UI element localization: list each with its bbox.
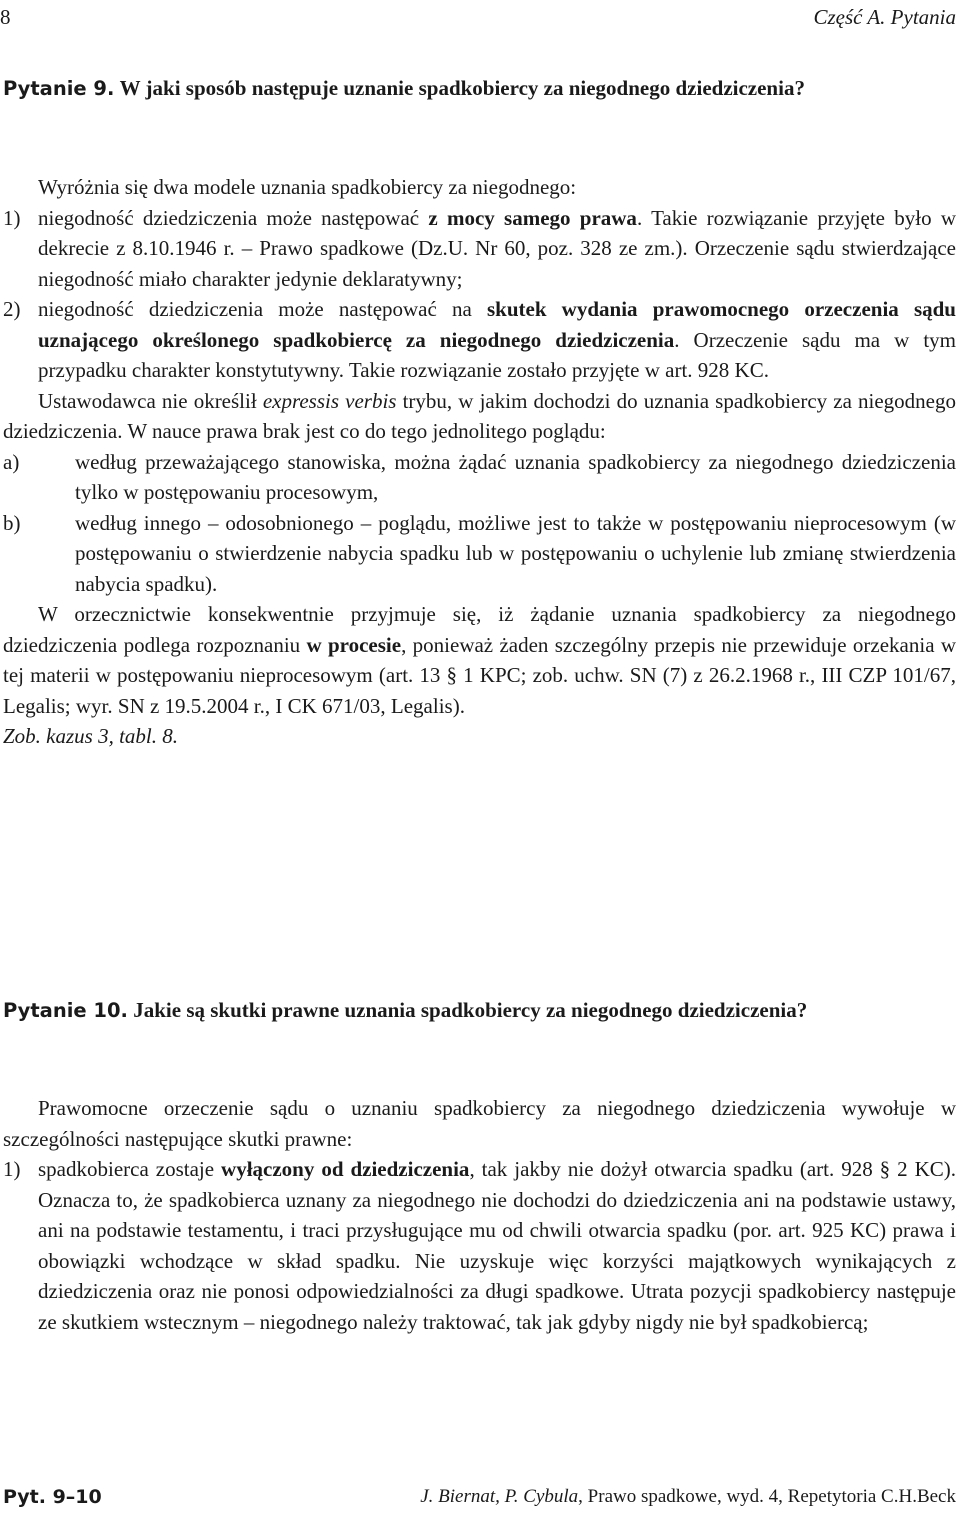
footer-book: , Prawo spadkowe, wyd. 4, Repetytoria C.H.Beck bbox=[578, 1486, 956, 1507]
item-text: według przeważającego stanowiska, można żądać uznania spadkobiercy za niegodnego dziedziczenia tylko w postępowaniu procesowym, bbox=[75, 449, 956, 504]
paragraph-text: Ustawodawca nie określił bbox=[38, 388, 263, 413]
item-text: , tak jakby nie dożył otwarcia spadku (art. 928 § 2 KC). Oznacza to, że spadkobierca uznany za niegodnego nie dochodzi do dziedziczenia ani na podstawie ustawy, ani na podstawie testamentu, i traci przysługujące mu od chwili otwarcia spadku (por. art. 925 KC) prawa i obowiązki wchodzące w skład spadku. Nie uzyskuje więc korzyści majątkowych wynikających z dziedziczenia oraz nie ponosi odpowiedzialności za długi spadkowe. Utrata pozycji spadkobiercy następuje ze skutkiem wstecznym – niegodnego należy traktować, tak jak gdyby nigdy nie był spadkobiercą; bbox=[38, 1157, 957, 1334]
list-item bbox=[3, 1154, 956, 1337]
legislator-paragraph bbox=[3, 386, 956, 447]
item-text: niegodność dziedziczenia może następować bbox=[38, 205, 429, 230]
view-item bbox=[3, 508, 956, 600]
paragraph-text: , ponieważ żaden szczególny przepis nie przewiduje orzekania w tej materii w postępowaniu nieprocesowym (art. 13 § 1 KPC; zob. uchw. SN (7) z 26.2.1968 r., III CZP 101/67, Legalis; wyr. SN z 19.5.2004 r., I CK 671/03, Legalis). bbox=[3, 632, 957, 718]
item-text: niegodność dziedziczenia może następować na bbox=[38, 297, 487, 321]
item-text: . Orzeczenie sądu ma w tym przypadku charakter konstytutywny. Takie rozwiązanie zostało przyjęte w art. 928 KC. bbox=[38, 327, 956, 382]
list-item bbox=[3, 294, 956, 386]
item-emphasis: skutek wydania prawomocnego orzeczenia sądu uznającego określonego spadkobiercę za niegodnego dziedziczenia bbox=[38, 297, 956, 352]
item-text: . Takie rozwiązanie przyjęte było w dekrecie z 8.10.1946 r. – Prawo spadkowe (Dz.U. Nr 60, poz. 328 ze zm.). Orzeczenie sądu stwierdzające niegodność miało charakter jedynie deklaratywny; bbox=[38, 205, 956, 291]
paragraph-text: trybu, w jakim dochodzi do uznania spadkobiercy za niegodnego dziedziczenia. W nauce prawa brak jest co do tego jednolitego poglądu: bbox=[3, 388, 957, 443]
question-9-heading bbox=[3, 73, 956, 105]
question-10-heading bbox=[3, 995, 956, 1027]
case-law-paragraph bbox=[3, 599, 956, 721]
list-item bbox=[3, 203, 956, 295]
item-number: 1) bbox=[3, 1157, 21, 1181]
item-text: według innego – odosobnionego – poglądu, możliwe jest to także w postępowaniu nieprocesowym (w postępowaniu o stwierdzenie nabycia spadku lub w postępowaniu o uchylenie lub zmianę stwierdzenia nabycia spadku). bbox=[75, 510, 956, 596]
footer-question-range: Pyt. 9–10 bbox=[3, 1486, 102, 1508]
latin-phrase: expressis verbis bbox=[262, 388, 397, 413]
question-10-answer bbox=[3, 1093, 956, 1337]
item-letter: b) bbox=[3, 510, 21, 535]
item-emphasis: wyłączony od dziedziczenia bbox=[221, 1157, 470, 1181]
running-header: Część A. Pytania bbox=[813, 5, 956, 29]
page-number: 8 bbox=[0, 5, 11, 29]
item-number: 2) bbox=[3, 297, 21, 321]
intro-paragraph: Wyróżnia się dwa modele uznania spadkobiercy za niegodnego: bbox=[38, 175, 577, 199]
item-letter: a) bbox=[3, 449, 20, 474]
footer-authors: J. Biernat, P. Cybula bbox=[420, 1486, 579, 1507]
see-also: Zob. kazus 3, tabl. 8. bbox=[3, 724, 179, 748]
paragraph-text: W orzecznictwie konsekwentnie przyjmuje się, iż żądanie uznania spadkobiercy za niegodnego dziedziczenia podlega rozpoznaniu bbox=[3, 602, 956, 657]
question-9-answer bbox=[3, 172, 956, 752]
item-text: spadkobierca zostaje bbox=[38, 1157, 222, 1181]
paragraph-emphasis: w procesie bbox=[306, 632, 402, 657]
item-emphasis: z mocy samego prawa bbox=[428, 205, 637, 230]
question-text: Jakie są skutki prawne uznania spadkobiercy za niegodnego dziedziczenia? bbox=[133, 998, 808, 1022]
footer-citation bbox=[420, 1482, 956, 1513]
view-item bbox=[3, 447, 956, 508]
item-number: 1) bbox=[3, 205, 21, 230]
intro-paragraph: Prawomocne orzeczenie sądu o uznaniu spadkobiercy za niegodnego dziedziczenia wywołuje w szczególności następujące skutki prawne: bbox=[3, 1096, 956, 1151]
question-text: W jaki sposób następuje uznanie spadkobiercy za niegodnego dziedziczenia? bbox=[119, 76, 805, 100]
question-label: Pytanie 10. bbox=[3, 999, 128, 1022]
question-label: Pytanie 9. bbox=[3, 77, 115, 100]
